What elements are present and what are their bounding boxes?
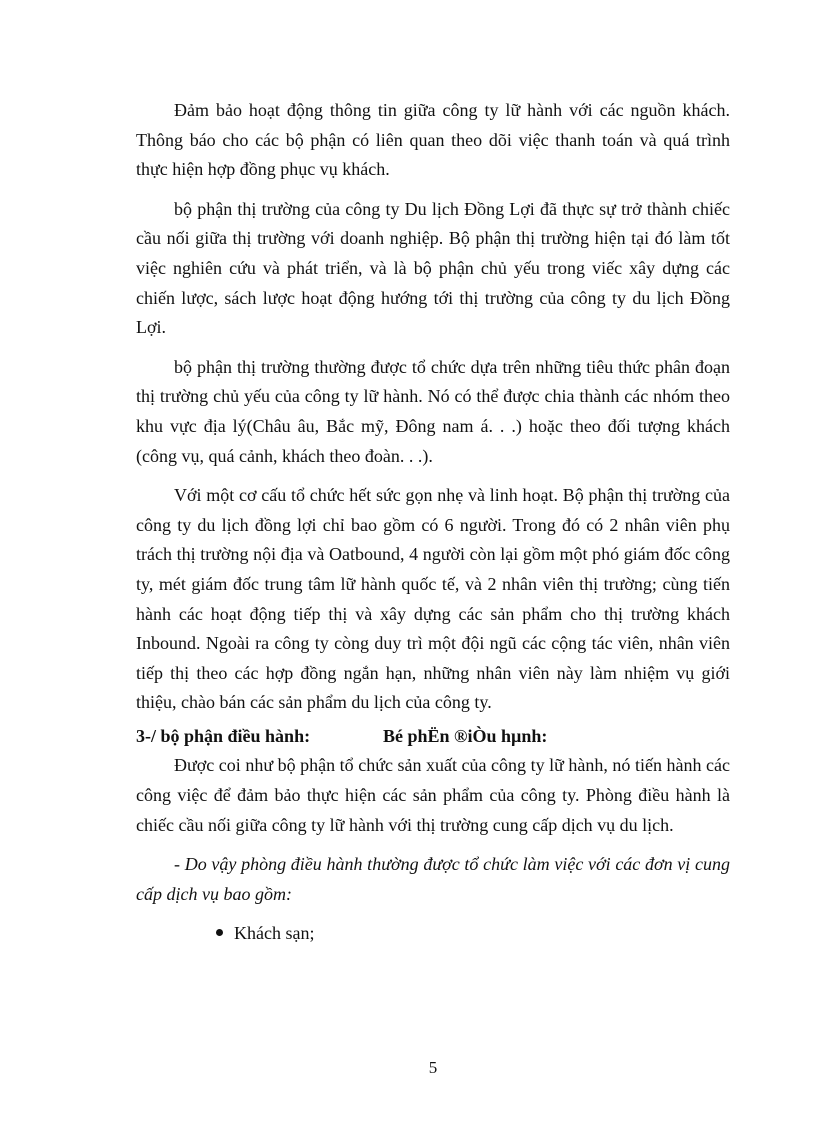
document-page (136, 96, 730, 949)
paragraph-2: bộ phận thị trường của công ty Du lịch Đồng Lợi đã thực sự trở thành chiếc cầu nối giữa thị trường với doanh nghiệp. Bộ phận thị trường hiện tại đó làm tốt việc nghiên cứu và phát triển, và là bộ phận chủ yếu trong viếc xây dựng các chiến lược, sách lược hoạt động hướng tới thị trường của công ty du lịch Đồng Lợi. (136, 198, 730, 338)
paragraph-1: Đảm bảo hoạt động thông tin giữa công ty lữ hành với các nguồn khách. Thông báo cho các bộ phận có liên quan theo dõi việc thanh toán và quá trình thực hiện hợp đồng phục vụ khách. (136, 100, 730, 180)
paragraph-5: Được coi như bộ phận tổ chức sản xuất của công ty lữ hành, nó tiến hành các công việc để đảm bảo thực hiện các sản phẩm của công ty. Phòng điều hành là chiếc cầu nối giữa công ty lữ hành với thị trường cung cấp dịch vụ du lịch. (136, 755, 730, 835)
italic-paragraph: - Do vậy phòng điều hành thường được tổ chức làm việc với các đơn vị cung cấp dịch vụ bao gồm: (136, 854, 730, 904)
paragraph-4: Với một cơ cấu tổ chức hết sức gọn nhẹ và linh hoạt. Bộ phận thị trường của công ty du lịch đồng lợi chỉ bao gồm có 6 người. Trong đó có 2 nhân viên phụ trách thị trường nội địa và Oatbound, 4 người còn lại gồm một phó giám đốc công ty, mét giám đốc trung tâm lữ hành quốc tế, và 2 nhân viên thị trường; cùng tiến hành các hoạt động tiếp thị và xây dựng các sản phẩm cho thị trường khách Inbound. Ngoài ra công ty còng duy trì một đội ngũ các cộng tác viên, nhân viên tiếp thị theo các hợp đồng ngắn hạn, những nhân viên này làm nhiệm vụ giới thiệu, chào bán các sản phẩm du lịch của công ty. (136, 485, 730, 713)
bullet-item (136, 919, 730, 949)
page-number: 5 (428, 1058, 438, 1077)
section-heading (136, 722, 730, 752)
bullet-item-text: Khách sạn; (234, 923, 315, 944)
paragraph-3: bộ phận thị trường thường được tổ chức dựa trên những tiêu thức phân đoạn thị trường chủ yếu của công ty lữ hành. Nó có thể được chia thành các nhóm theo khu vực địa lý(Châu âu, Bắc mỹ, Đông nam á. . .) hoặc theo đối tượng khách (công vụ, quá cảnh, khách theo đoàn. . .). (136, 356, 730, 466)
section-heading-legacy-encoding: Bé phËn ®iÒu hµnh: (383, 725, 548, 746)
bullet-dot-icon (216, 929, 223, 936)
section-heading-text: 3-/ bộ phận điều hành: (136, 725, 311, 746)
